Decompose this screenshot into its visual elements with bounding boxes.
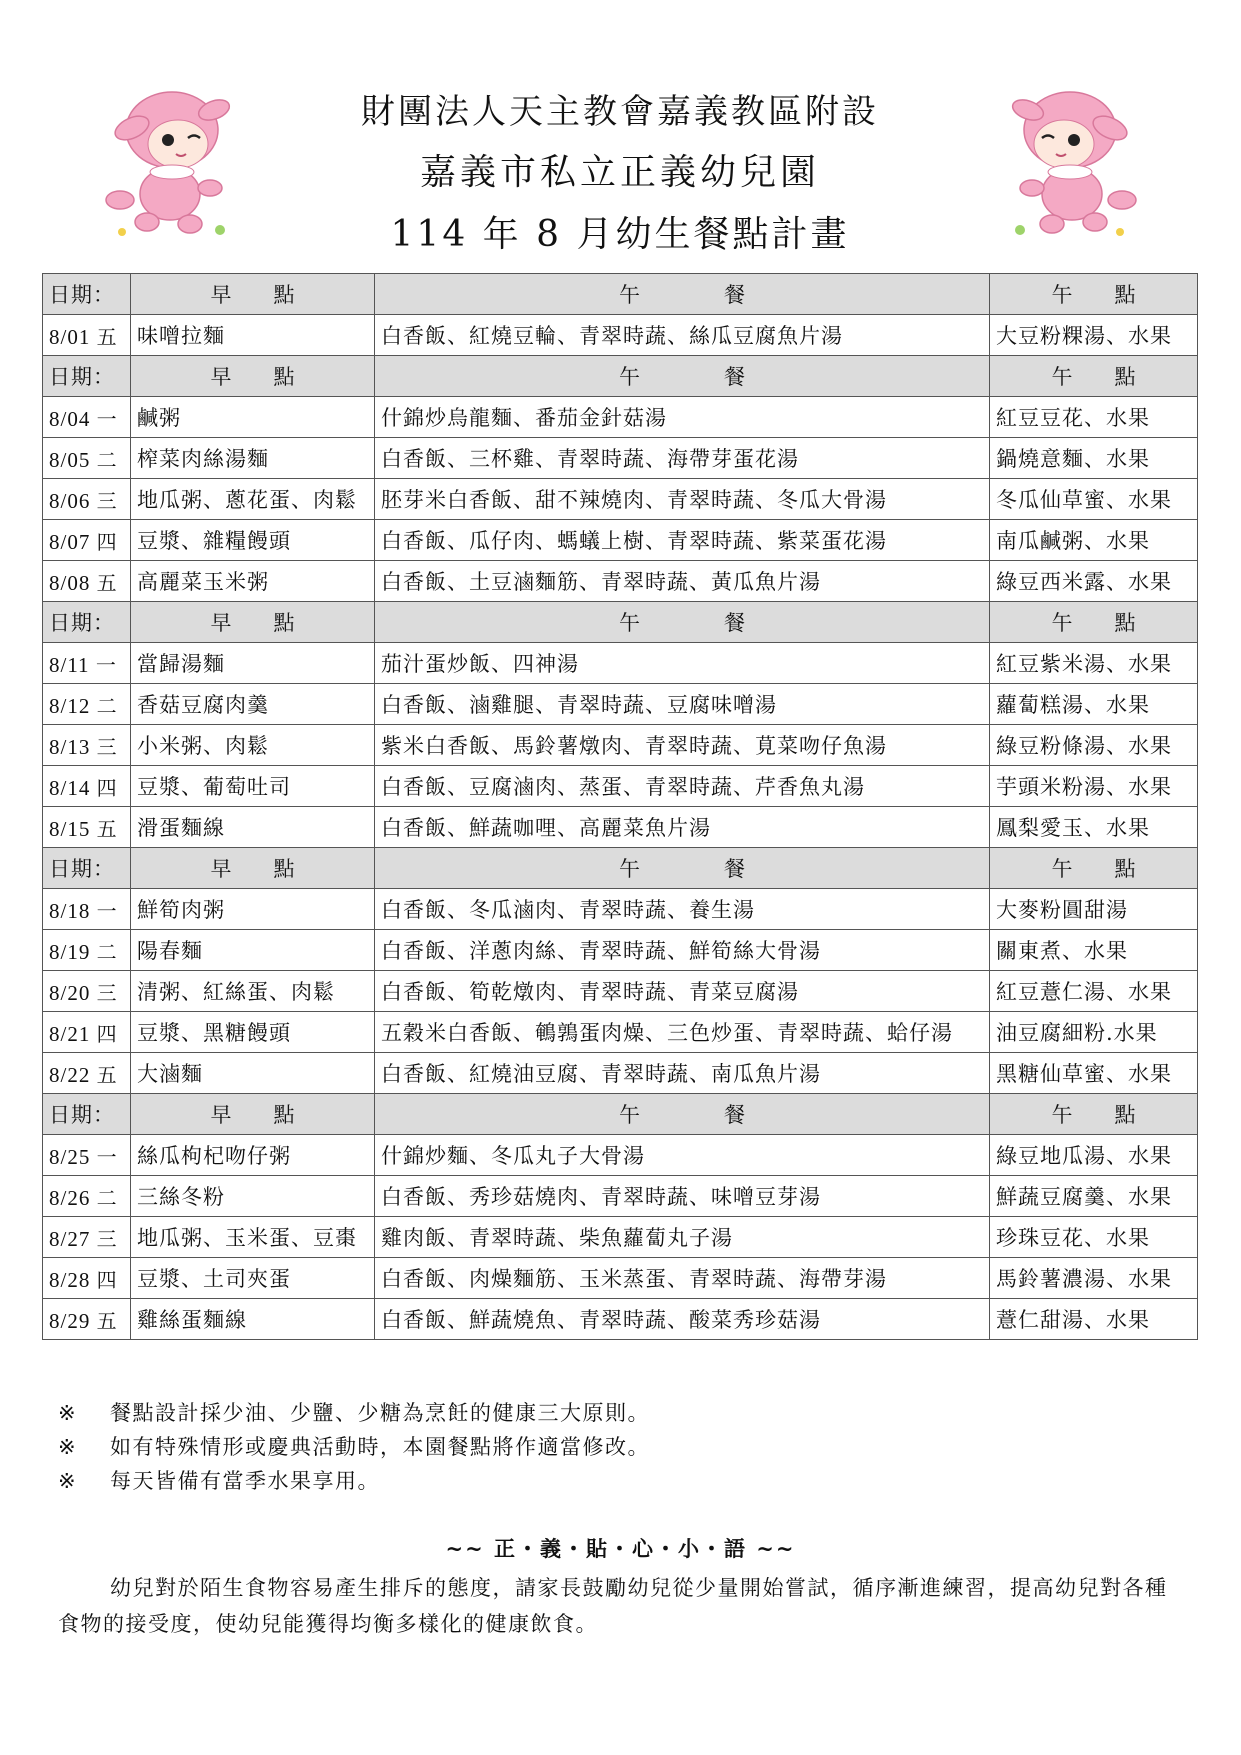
snack-cell: 馬鈴薯濃湯、水果 — [990, 1258, 1198, 1299]
table-header-row — [43, 602, 1198, 643]
table-row — [43, 397, 1198, 438]
header-date: 日期： — [43, 602, 131, 643]
breakfast-cell: 榨菜肉絲湯麵 — [131, 438, 375, 479]
meal-plan-table — [42, 273, 1198, 1340]
breakfast-cell: 滑蛋麵線 — [131, 807, 375, 848]
notes-list — [58, 1396, 650, 1498]
header-lunch: 午 餐 — [375, 848, 990, 889]
lunch-cell: 白香飯、瓜仔肉、螞蟻上樹、青翠時蔬、紫菜蛋花湯 — [375, 520, 990, 561]
note-text: 餐點設計採少油、少鹽、少糖為烹飪的健康三大原則。 — [110, 1401, 650, 1425]
date-cell — [43, 1176, 131, 1217]
snack-cell: 綠豆粉條湯、水果 — [990, 725, 1198, 766]
weekday-text: 一 — [96, 1144, 118, 1169]
date-text: 8/26 — [49, 1185, 91, 1210]
breakfast-cell: 陽春麵 — [131, 930, 375, 971]
date-text: 8/14 — [49, 775, 91, 800]
snack-cell: 關東煮、水果 — [990, 930, 1198, 971]
snack-cell: 鳳梨愛玉、水果 — [990, 807, 1198, 848]
reference-mark: ※ — [58, 1469, 78, 1493]
snack-cell: 綠豆地瓜湯、水果 — [990, 1135, 1198, 1176]
header-lunch: 午 餐 — [375, 274, 990, 315]
header-snack: 午 點 — [990, 1094, 1198, 1135]
weekday-text: 一 — [95, 652, 117, 677]
lunch-cell: 五穀米白香飯、鵪鶉蛋肉燥、三色炒蛋、青翠時蔬、蛤仔湯 — [375, 1012, 990, 1053]
weekday-text: 五 — [96, 324, 118, 349]
tips-title: ~~ 正・義・貼・心・小・語 ~~ — [445, 1536, 796, 1561]
date-text: 8/06 — [49, 488, 91, 513]
lunch-cell: 白香飯、紅燒油豆腐、青翠時蔬、南瓜魚片湯 — [375, 1053, 990, 1094]
breakfast-cell: 地瓜粥、蔥花蛋、肉鬆 — [131, 479, 375, 520]
table-row — [43, 930, 1198, 971]
date-cell — [43, 1258, 131, 1299]
header-date: 日期： — [43, 356, 131, 397]
breakfast-cell: 豆漿、葡萄吐司 — [131, 766, 375, 807]
lunch-cell: 白香飯、洋蔥肉絲、青翠時蔬、鮮筍絲大骨湯 — [375, 930, 990, 971]
lunch-cell: 白香飯、土豆滷麵筋、青翠時蔬、黃瓜魚片湯 — [375, 561, 990, 602]
date-text: 8/07 — [49, 529, 91, 554]
date-text: 8/04 — [49, 406, 91, 431]
lunch-cell: 茄汁蛋炒飯、四神湯 — [375, 643, 990, 684]
date-cell — [43, 561, 131, 602]
date-cell — [43, 397, 131, 438]
snack-cell: 珍珠豆花、水果 — [990, 1217, 1198, 1258]
document-header — [300, 82, 940, 266]
date-cell — [43, 1012, 131, 1053]
lunch-cell: 白香飯、筍乾燉肉、青翠時蔬、青菜豆腐湯 — [375, 971, 990, 1012]
date-text: 8/28 — [49, 1267, 91, 1292]
date-text: 8/18 — [49, 898, 91, 923]
date-cell — [43, 930, 131, 971]
date-text: 8/27 — [49, 1226, 91, 1251]
page-title: 114 年 8 月幼生餐點計畫 — [390, 214, 850, 255]
sheep-mascot-left-icon — [92, 82, 252, 242]
table-row — [43, 1176, 1198, 1217]
snack-cell: 大豆粉粿湯、水果 — [990, 315, 1198, 356]
date-text: 8/12 — [49, 693, 91, 718]
weekday-text: 二 — [96, 1185, 118, 1210]
snack-cell: 冬瓜仙草蜜、水果 — [990, 479, 1198, 520]
breakfast-cell: 絲瓜枸杞吻仔粥 — [131, 1135, 375, 1176]
weekday-text: 四 — [96, 1021, 118, 1046]
lunch-cell: 白香飯、冬瓜滷肉、青翠時蔬、養生湯 — [375, 889, 990, 930]
date-cell — [43, 889, 131, 930]
table-row — [43, 479, 1198, 520]
table-row — [43, 643, 1198, 684]
lunch-cell: 什錦炒烏龍麵、番茄金針菇湯 — [375, 397, 990, 438]
table-header-row — [43, 356, 1198, 397]
lunch-cell: 白香飯、紅燒豆輪、青翠時蔬、絲瓜豆腐魚片湯 — [375, 315, 990, 356]
header-snack: 午 點 — [990, 848, 1198, 889]
table-row — [43, 561, 1198, 602]
weekday-text: 五 — [96, 1062, 118, 1087]
table-row — [43, 1012, 1198, 1053]
weekday-text: 五 — [96, 1308, 118, 1333]
date-text: 8/15 — [49, 816, 91, 841]
breakfast-cell: 當歸湯麵 — [131, 643, 375, 684]
date-cell — [43, 684, 131, 725]
header-snack: 午 點 — [990, 356, 1198, 397]
breakfast-cell: 鹹粥 — [131, 397, 375, 438]
header-snack: 午 點 — [990, 602, 1198, 643]
weekday-text: 四 — [96, 1267, 118, 1292]
date-cell — [43, 725, 131, 766]
weekday-text: 二 — [96, 447, 118, 472]
table-row — [43, 520, 1198, 561]
table-row — [43, 725, 1198, 766]
snack-cell: 紅豆紫米湯、水果 — [990, 643, 1198, 684]
sheep-mascot-right-icon — [990, 82, 1150, 242]
snack-cell: 鍋燒意麵、水果 — [990, 438, 1198, 479]
lunch-cell: 白香飯、滷雞腿、青翠時蔬、豆腐味噌湯 — [375, 684, 990, 725]
breakfast-cell: 清粥、紅絲蛋、肉鬆 — [131, 971, 375, 1012]
weekday-text: 四 — [96, 529, 118, 554]
lunch-cell: 白香飯、鮮蔬咖哩、高麗菜魚片湯 — [375, 807, 990, 848]
table-header-row — [43, 274, 1198, 315]
breakfast-cell: 鮮筍肉粥 — [131, 889, 375, 930]
breakfast-cell: 豆漿、雜糧饅頭 — [131, 520, 375, 561]
note-text: 如有特殊情形或慶典活動時，本園餐點將作適當修改。 — [110, 1435, 650, 1459]
breakfast-cell: 小米粥、肉鬆 — [131, 725, 375, 766]
lunch-cell: 什錦炒麵、冬瓜丸子大骨湯 — [375, 1135, 990, 1176]
date-cell — [43, 1217, 131, 1258]
reference-mark: ※ — [58, 1435, 78, 1459]
snack-cell: 薏仁甜湯、水果 — [990, 1299, 1198, 1340]
tips-body: 幼兒對於陌生食物容易產生排斥的態度，請家長鼓勵幼兒從少量開始嘗試，循序漸進練習，提高幼兒對各種食物的接受度，使幼兒能獲得均衡多樣化的健康飲食。 — [58, 1576, 1168, 1636]
snack-cell: 紅豆豆花、水果 — [990, 397, 1198, 438]
lunch-cell: 白香飯、肉燥麵筋、玉米蒸蛋、青翠時蔬、海帶芽湯 — [375, 1258, 990, 1299]
table-row — [43, 1053, 1198, 1094]
breakfast-cell: 豆漿、土司夾蛋 — [131, 1258, 375, 1299]
snack-cell: 紅豆薏仁湯、水果 — [990, 971, 1198, 1012]
snack-cell: 南瓜鹹粥、水果 — [990, 520, 1198, 561]
date-text: 8/21 — [49, 1021, 91, 1046]
table-row — [43, 1217, 1198, 1258]
table-row — [43, 1135, 1198, 1176]
table-row — [43, 315, 1198, 356]
date-cell — [43, 766, 131, 807]
organization-title: 財團法人天主教會嘉義教區附設 — [361, 92, 879, 132]
date-text: 8/29 — [49, 1308, 91, 1333]
date-text: 8/22 — [49, 1062, 91, 1087]
header-lunch: 午 餐 — [375, 356, 990, 397]
date-text: 8/01 — [49, 324, 91, 349]
header-date: 日期： — [43, 274, 131, 315]
breakfast-cell: 雞絲蛋麵線 — [131, 1299, 375, 1340]
header-date: 日期： — [43, 1094, 131, 1135]
weekday-text: 二 — [96, 939, 118, 964]
snack-cell: 綠豆西米露、水果 — [990, 561, 1198, 602]
table-row — [43, 684, 1198, 725]
lunch-cell: 白香飯、鮮蔬燒魚、青翠時蔬、酸菜秀珍菇湯 — [375, 1299, 990, 1340]
weekday-text: 三 — [96, 488, 118, 513]
table-row — [43, 807, 1198, 848]
date-text: 8/05 — [49, 447, 91, 472]
date-text: 8/13 — [49, 734, 91, 759]
date-cell — [43, 1053, 131, 1094]
date-cell — [43, 643, 131, 684]
breakfast-cell: 高麗菜玉米粥 — [131, 561, 375, 602]
lunch-cell: 胚芽米白香飯、甜不辣燒肉、青翠時蔬、冬瓜大骨湯 — [375, 479, 990, 520]
date-cell — [43, 479, 131, 520]
weekday-text: 四 — [96, 775, 118, 800]
date-cell — [43, 971, 131, 1012]
date-text: 8/25 — [49, 1144, 91, 1169]
table-row — [43, 1258, 1198, 1299]
breakfast-cell: 味噌拉麵 — [131, 315, 375, 356]
note-item — [58, 1396, 650, 1430]
breakfast-cell: 地瓜粥、玉米蛋、豆棗 — [131, 1217, 375, 1258]
weekday-text: 一 — [96, 898, 118, 923]
breakfast-cell: 豆漿、黑糖饅頭 — [131, 1012, 375, 1053]
weekday-text: 三 — [96, 734, 118, 759]
breakfast-cell: 香菇豆腐肉羹 — [131, 684, 375, 725]
date-text: 8/08 — [49, 570, 91, 595]
date-cell — [43, 807, 131, 848]
table-header-row — [43, 848, 1198, 889]
breakfast-cell: 大滷麵 — [131, 1053, 375, 1094]
lunch-cell: 白香飯、秀珍菇燒肉、青翠時蔬、味噌豆芽湯 — [375, 1176, 990, 1217]
reference-mark: ※ — [58, 1401, 78, 1425]
note-text: 每天皆備有當季水果享用。 — [110, 1469, 380, 1493]
note-item — [58, 1464, 650, 1498]
snack-cell: 鮮蔬豆腐羹、水果 — [990, 1176, 1198, 1217]
snack-cell: 大麥粉圓甜湯 — [990, 889, 1198, 930]
breakfast-cell: 三絲冬粉 — [131, 1176, 375, 1217]
header-breakfast: 早 點 — [131, 848, 375, 889]
snack-cell: 芋頭米粉湯、水果 — [990, 766, 1198, 807]
weekday-text: 三 — [96, 980, 118, 1005]
weekday-text: 一 — [96, 406, 118, 431]
snack-cell: 蘿蔔糕湯、水果 — [990, 684, 1198, 725]
date-cell — [43, 1135, 131, 1176]
date-text: 8/19 — [49, 939, 91, 964]
header-breakfast: 早 點 — [131, 356, 375, 397]
header-breakfast: 早 點 — [131, 602, 375, 643]
date-text: 8/11 — [49, 652, 90, 677]
lunch-cell: 白香飯、三杯雞、青翠時蔬、海帶芽蛋花湯 — [375, 438, 990, 479]
header-date: 日期： — [43, 848, 131, 889]
date-cell — [43, 1299, 131, 1340]
lunch-cell: 紫米白香飯、馬鈴薯燉肉、青翠時蔬、莧菜吻仔魚湯 — [375, 725, 990, 766]
header-breakfast: 早 點 — [131, 274, 375, 315]
table-row — [43, 971, 1198, 1012]
lunch-cell: 雞肉飯、青翠時蔬、柴魚蘿蔔丸子湯 — [375, 1217, 990, 1258]
date-text: 8/20 — [49, 980, 91, 1005]
snack-cell: 油豆腐細粉.水果 — [990, 1012, 1198, 1053]
table-row — [43, 438, 1198, 479]
table-row — [43, 889, 1198, 930]
table-row — [43, 766, 1198, 807]
weekday-text: 五 — [96, 816, 118, 841]
school-name: 嘉義市私立正義幼兒園 — [419, 152, 820, 193]
note-item — [58, 1430, 650, 1464]
table-row — [43, 1299, 1198, 1340]
header-breakfast: 早 點 — [131, 1094, 375, 1135]
header-snack: 午 點 — [990, 274, 1198, 315]
date-cell — [43, 520, 131, 561]
weekday-text: 三 — [96, 1226, 118, 1251]
snack-cell: 黑糖仙草蜜、水果 — [990, 1053, 1198, 1094]
table-header-row — [43, 1094, 1198, 1135]
date-cell — [43, 315, 131, 356]
date-cell — [43, 438, 131, 479]
weekday-text: 二 — [96, 693, 118, 718]
weekday-text: 五 — [96, 570, 118, 595]
header-lunch: 午 餐 — [375, 1094, 990, 1135]
lunch-cell: 白香飯、豆腐滷肉、蒸蛋、青翠時蔬、芹香魚丸湯 — [375, 766, 990, 807]
header-lunch: 午 餐 — [375, 602, 990, 643]
